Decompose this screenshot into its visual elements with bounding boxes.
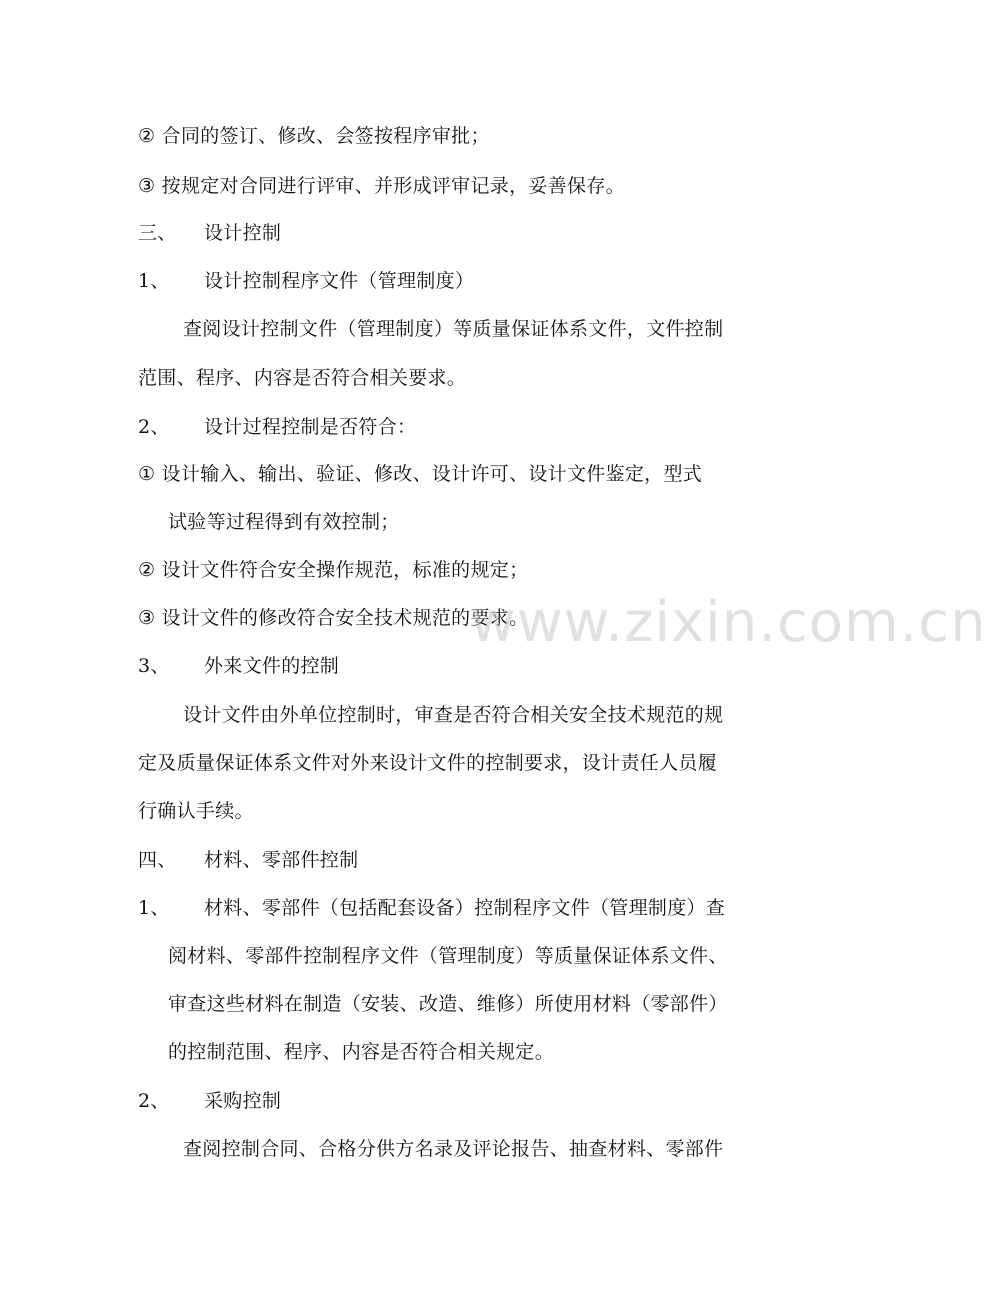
subsection-number: 3、 xyxy=(138,655,170,677)
list-marker: ② xyxy=(138,559,156,581)
section-title: 设计控制 xyxy=(204,222,282,244)
paragraph-line: 查阅设计控制文件（管理制度）等质量保证体系文件，文件控制 xyxy=(183,318,724,340)
paragraph-line: 定及质量保证体系文件对外来设计文件的控制要求，设计责任人员履 xyxy=(138,752,718,774)
section-heading xyxy=(138,221,281,245)
subsection-title: 设计过程控制是否符合： xyxy=(204,416,417,438)
section-number: 三、 xyxy=(138,222,177,244)
section-heading xyxy=(138,848,358,872)
list-text: 设计输入、输出、验证、修改、设计许可、设计文件鉴定，型式 xyxy=(155,463,703,485)
subsection-text: 材料、零部件（包括配套设备）控制程序文件（管理制度）查 xyxy=(204,897,726,919)
paragraph-line: 阅材料、零部件控制程序文件（管理制度）等质量保证体系文件、 xyxy=(168,945,728,967)
paragraph-line: 的控制范围、程序、内容是否符合相关规定。 xyxy=(168,1041,555,1063)
subsection-heading xyxy=(138,896,725,920)
list-item xyxy=(138,558,528,582)
list-marker: ③ xyxy=(138,607,156,629)
subsection-title: 设计控制程序文件（管理制度） xyxy=(204,270,475,292)
subsection-number: 2、 xyxy=(138,1090,170,1112)
paragraph-line: 审查这些材料在制造（安装、改造、维修）所使用材料（零部件） xyxy=(168,993,728,1015)
section-number: 四、 xyxy=(138,849,177,871)
subsection-title: 采购控制 xyxy=(204,1090,282,1112)
list-marker: ② xyxy=(138,125,156,147)
subsection-heading xyxy=(138,269,474,293)
subsection-number: 2、 xyxy=(138,416,170,438)
list-item xyxy=(138,174,625,198)
list-item xyxy=(138,462,702,486)
paragraph-line: 范围、程序、内容是否符合相关要求。 xyxy=(138,367,467,389)
paragraph-line: 设计文件由外单位控制时，审查是否符合相关安全技术规范的规 xyxy=(183,704,724,726)
list-marker: ③ xyxy=(138,175,156,197)
subsection-heading xyxy=(138,415,416,439)
subsection-heading xyxy=(138,1089,281,1113)
list-text: 按规定对合同进行评审、并形成评审记录，妥善保存。 xyxy=(155,175,625,197)
paragraph-line: 查阅控制合同、合格分供方名录及评论报告、抽查材料、零部件 xyxy=(183,1138,724,1160)
subsection-number: 1、 xyxy=(138,897,170,919)
section-title: 材料、零部件控制 xyxy=(204,849,359,871)
subsection-heading xyxy=(138,654,339,678)
paragraph-line: 行确认手续。 xyxy=(138,800,254,822)
list-text: 设计文件的修改符合安全技术规范的要求。 xyxy=(155,607,529,629)
subsection-number: 1、 xyxy=(138,270,170,292)
list-item-continuation: 试验等过程得到有效控制； xyxy=(168,511,400,533)
list-text: 合同的签订、修改、会签按程序审批； xyxy=(155,125,490,147)
list-item xyxy=(138,124,490,148)
subsection-title: 外来文件的控制 xyxy=(204,655,340,677)
list-text: 设计文件符合安全操作规范，标准的规定； xyxy=(155,559,529,581)
watermark: www.zixin.com.cn xyxy=(470,590,987,655)
list-marker: ① xyxy=(138,463,156,485)
